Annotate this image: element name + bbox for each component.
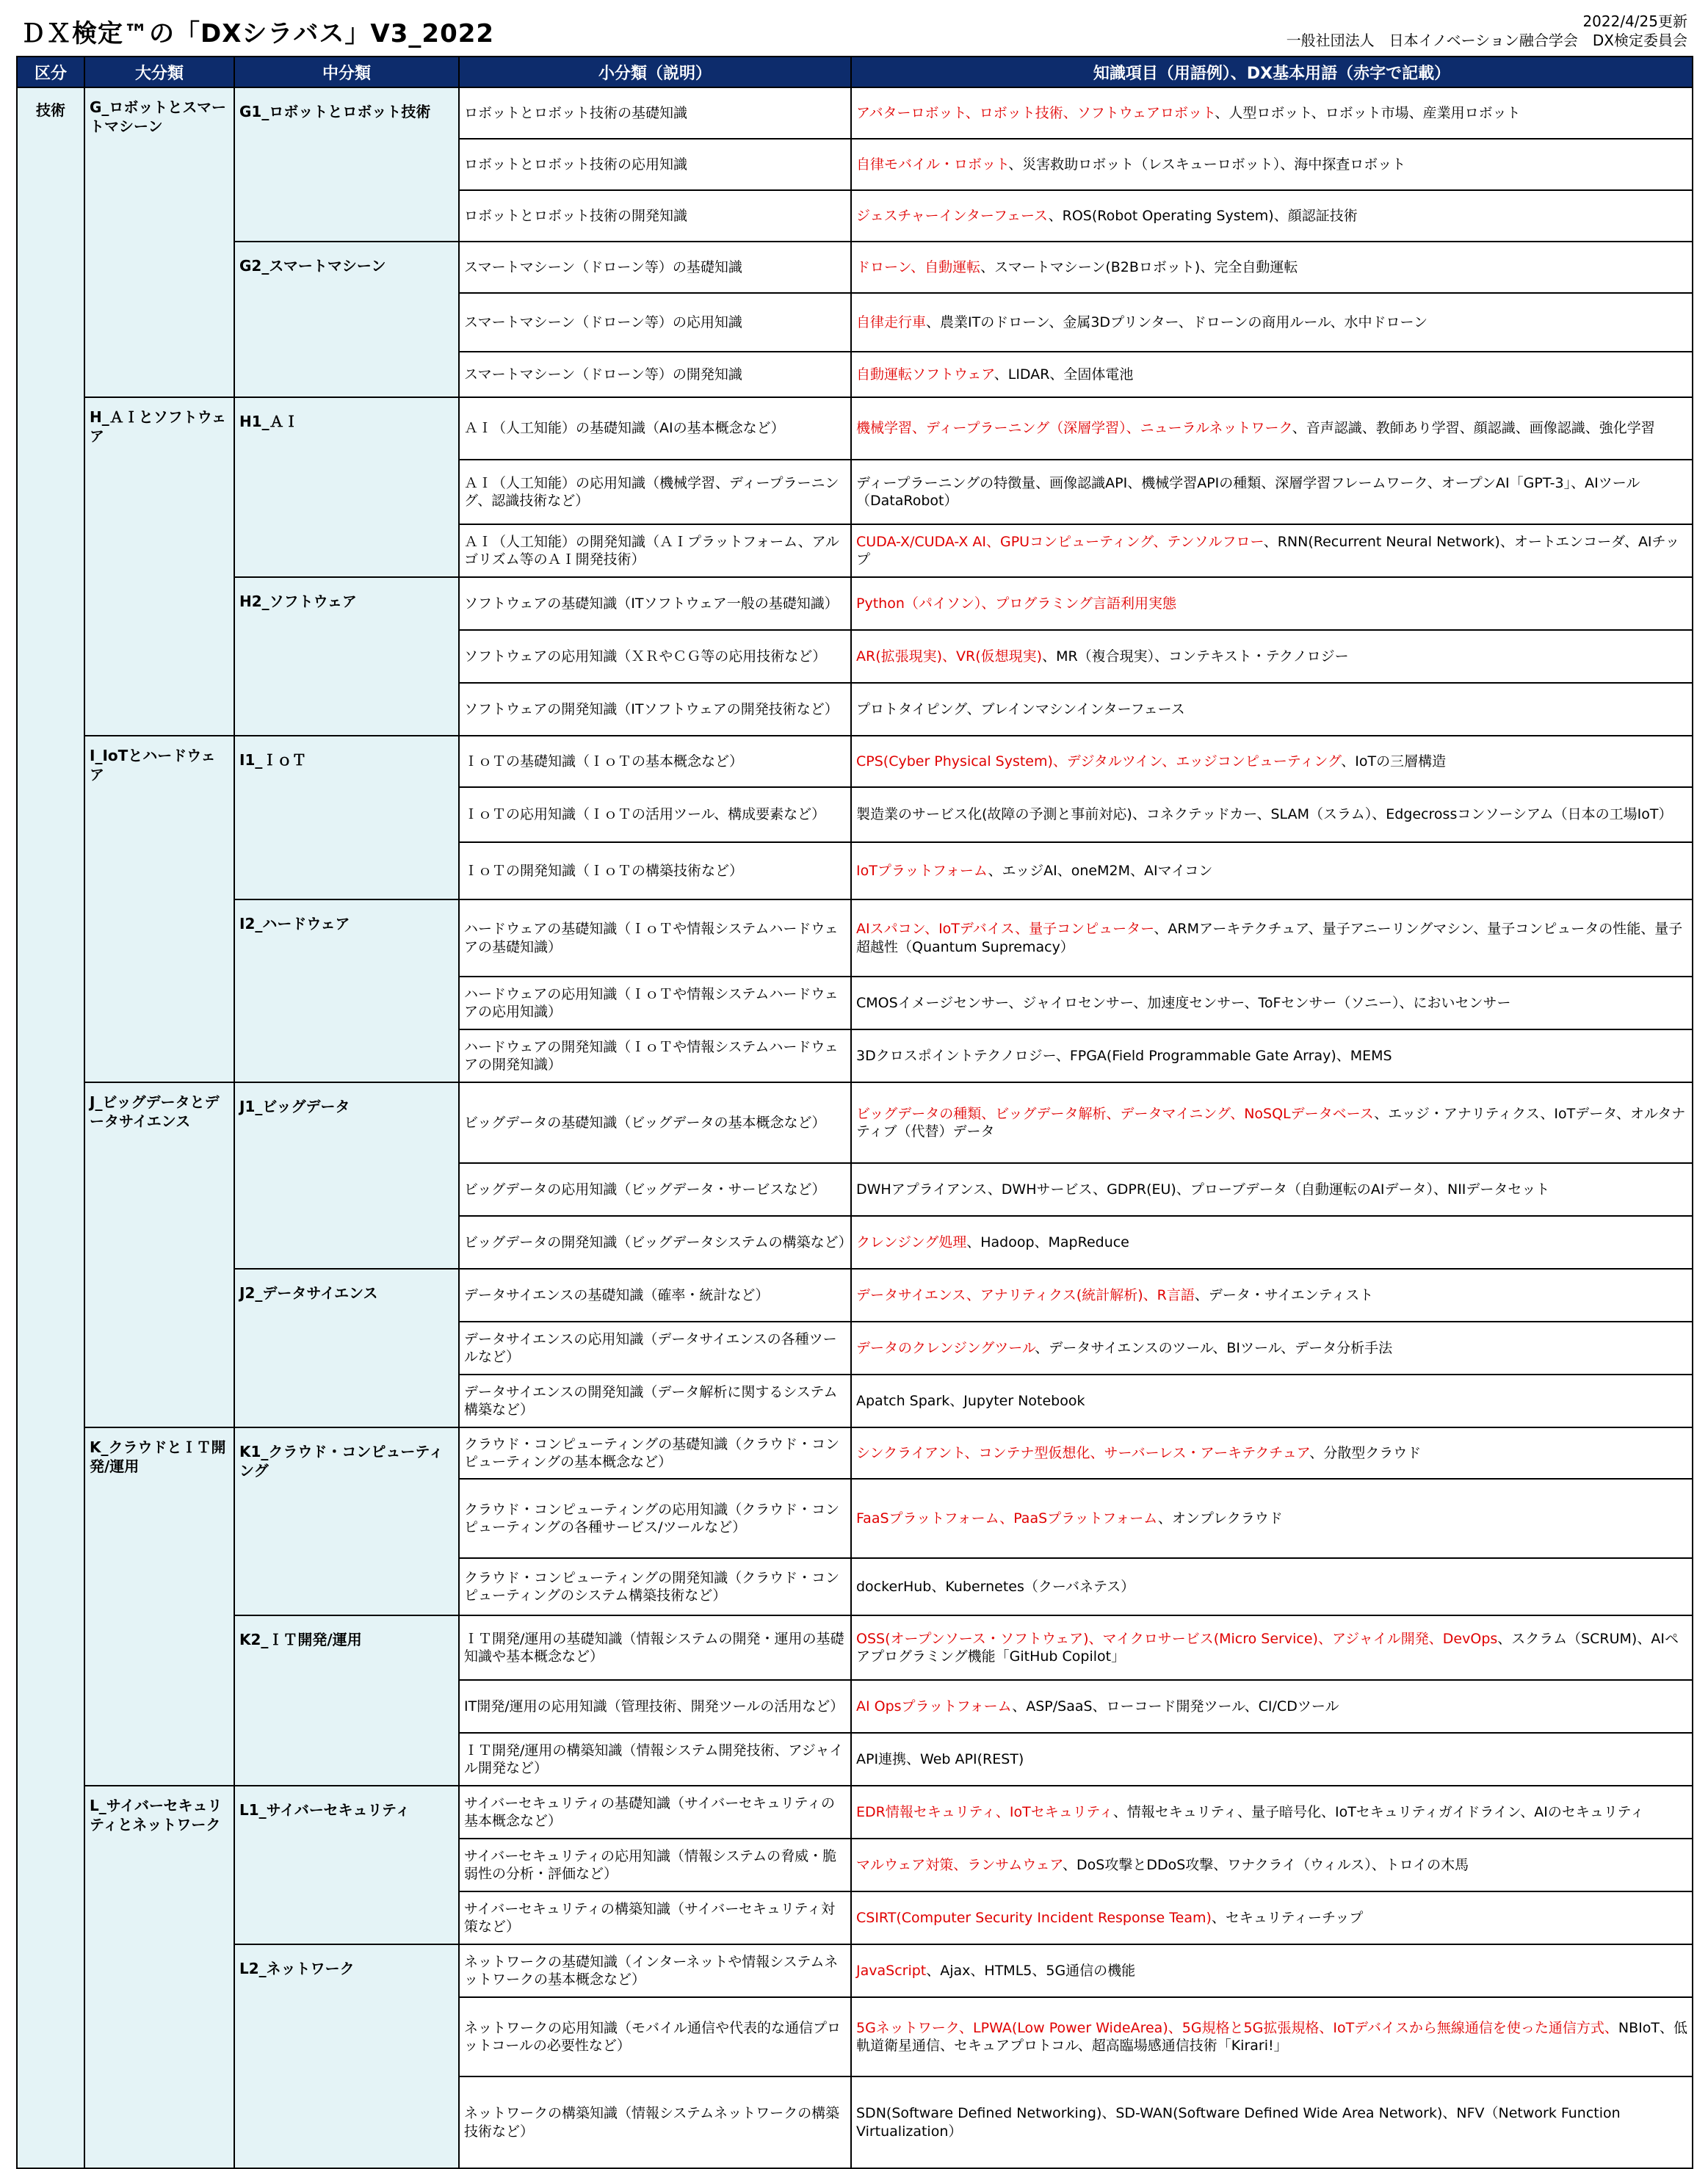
shobunrui-cell: ＩｏＴの開発知識（ＩｏＴの構築技術など） <box>459 842 851 899</box>
shobunrui-cell: ビッグデータの開発知識（ビッグデータシステムの構築など） <box>459 1216 851 1269</box>
dx-basic-terms: データのクレンジングツール <box>856 1339 1035 1356</box>
chubunrui-cell: G2_スマートマシーン <box>234 242 459 397</box>
knowledge-terms: 、データ・サイエンティスト <box>1194 1286 1374 1303</box>
knowledge-cell <box>851 1680 1693 1733</box>
knowledge-cell <box>851 842 1693 899</box>
knowledge-terms: 、オンプレクラウド <box>1157 1510 1283 1527</box>
dx-basic-terms: FaaSプラットフォーム、PaaSプラットフォーム <box>856 1510 1158 1527</box>
knowledge-cell <box>851 242 1693 293</box>
header-right <box>1287 12 1687 50</box>
shobunrui-cell: ハードウェアの基礎知識（ＩｏＴや情報システムハードウェアの基礎知識） <box>459 899 851 977</box>
table-row <box>17 397 1693 460</box>
knowledge-cell <box>851 736 1693 787</box>
shobunrui-cell: ＩｏＴの基礎知識（ＩｏＴの基本概念など） <box>459 736 851 787</box>
daibunrui-cell: H_ＡＩとソフトウェア <box>84 397 234 736</box>
knowledge-terms: 製造業のサービス化(故障の予測と事前対応)、コネクテッドカー、SLAM（スラム）、Edgecrossコンソーシアム（日本の工場IoT） <box>856 806 1673 823</box>
knowledge-cell <box>851 630 1693 683</box>
shobunrui-cell: データサイエンスの基礎知識（確率・統計など） <box>459 1269 851 1322</box>
table-row <box>17 87 1693 139</box>
shobunrui-cell: IT開発/運用の応用知識（管理技術、開発ツールの活用など） <box>459 1680 851 1733</box>
dx-basic-terms: 機械学習、ディープラーニング（深層学習）、ニューラルネットワーク <box>856 420 1292 437</box>
knowledge-cell <box>851 1733 1693 1786</box>
dx-basic-terms: マルウェア対策、ランサムウェア <box>856 1856 1063 1873</box>
knowledge-cell <box>851 1163 1693 1216</box>
knowledge-terms: 、ARMアーキテクチュア、量子アニーリングマシン、量子コンピュータの性能、量子超越性（Quantum Supremacy） <box>856 921 1683 955</box>
knowledge-terms: 、エッジAI、oneM2M、AIマイコン <box>988 862 1213 879</box>
dx-basic-terms: アバターロボット、ロボット技術、ソフトウェアロボット <box>856 104 1215 121</box>
knowledge-cell <box>851 1375 1693 1427</box>
knowledge-terms: 、IoTの三層構造 <box>1341 753 1447 770</box>
knowledge-terms: 、ASP/SaaS、ローコード開発ツール、CI/CDツール <box>1012 1698 1339 1714</box>
knowledge-terms: NBIoT、低軌道衛星通信、セキュアプロトコル、超高臨場感通信技術「Kirari!」 <box>856 2019 1687 2054</box>
dx-basic-terms: JavaScript <box>856 1962 927 1979</box>
knowledge-terms: 、MR（複合現実）、コンテキスト・テクノロジー <box>1042 648 1349 665</box>
knowledge-terms: 、エッジ・アナリティクス、IoTデータ、オルタナティブ（代替）データ <box>856 1105 1686 1140</box>
knowledge-cell <box>851 352 1693 397</box>
shobunrui-cell: ビッグデータの基礎知識（ビッグデータの基本概念など） <box>459 1082 851 1163</box>
daibunrui-cell: J_ビッグデータとデータサイエンス <box>84 1082 234 1427</box>
dx-basic-terms: 自動運転ソフトウェア <box>856 366 994 383</box>
shobunrui-cell: クラウド・コンピューティングの基礎知識（クラウド・コンピューティングの基本概念など） <box>459 1427 851 1479</box>
shobunrui-cell: ＩｏＴの応用知識（ＩｏＴの活用ツール、構成要素など） <box>459 787 851 842</box>
knowledge-terms: 、スマートマシーン(B2Bロボット)、完全自動運転 <box>980 258 1298 275</box>
chubunrui-cell: L2_ネットワーク <box>234 1944 459 2168</box>
dx-basic-terms: IoTプラットフォーム <box>856 862 988 879</box>
knowledge-cell <box>851 1558 1693 1615</box>
knowledge-terms: 、災害救助ロボット（レスキューロボット）、海中探査ロボット <box>1008 156 1406 173</box>
knowledge-terms: API連携、Web API(REST) <box>856 1750 1024 1767</box>
table-row <box>17 899 1693 977</box>
shobunrui-cell: ネットワークの応用知識（モバイル通信や代表的な通信プロットコールの必要性など） <box>459 1997 851 2076</box>
shobunrui-cell: ハードウェアの開発知識（ＩｏＴや情報システムハードウェアの開発知識） <box>459 1029 851 1082</box>
chubunrui-cell: H1_ＡＩ <box>234 397 459 577</box>
shobunrui-cell: ビッグデータの応用知識（ビッグデータ・サービスなど） <box>459 1163 851 1216</box>
shobunrui-cell: クラウド・コンピューティングの応用知識（クラウド・コンピューティングの各種サービス/ツールなど） <box>459 1479 851 1558</box>
knowledge-terms: 、音声認識、教師あり学習、顔認識、画像認識、強化学習 <box>1292 420 1655 437</box>
knowledge-cell <box>851 683 1693 736</box>
dx-basic-terms: ドローン、自動運転 <box>856 258 981 275</box>
knowledge-terms: 、RNN(Recurrent Neural Network)、オートエンコーダ、AIチップ <box>856 533 1679 568</box>
knowledge-terms: CMOSイメージセンサー、ジャイロセンサー、加速度センサー、ToFセンサー（ソニー）、においセンサー <box>856 994 1511 1011</box>
shobunrui-cell: ＡＩ（人工知能）の応用知識（機械学習、ディープラーニング、認識技術など） <box>459 460 851 524</box>
knowledge-cell <box>851 1839 1693 1891</box>
daibunrui-cell: I_IoTとハードウェア <box>84 736 234 1082</box>
shobunrui-cell: クラウド・コンピューティングの開発知識（クラウド・コンピューティングのシステム構築技術など） <box>459 1558 851 1615</box>
shobunrui-cell: サイバーセキュリティの応用知識（情報システムの脅威・脆弱性の分析・評価など） <box>459 1839 851 1891</box>
dx-basic-terms: CPS(Cyber Physical System)、デジタルツイン、エッジコンピューティング <box>856 753 1342 770</box>
shobunrui-cell: ＩＴ開発/運用の構築知識（情報システム開発技術、アジャイル開発など） <box>459 1733 851 1786</box>
chubunrui-cell: K2_ＩＴ開発/運用 <box>234 1615 459 1786</box>
chubunrui-cell: H2_ソフトウェア <box>234 577 459 736</box>
knowledge-cell <box>851 139 1693 190</box>
daibunrui-cell: L_サイバーセキュリティとネットワーク <box>84 1786 234 2168</box>
shobunrui-cell: データサイエンスの開発知識（データ解析に関するシステム構築など） <box>459 1375 851 1427</box>
kubun-cell: 技術 <box>17 87 84 2168</box>
shobunrui-cell: ＡＩ（人工知能）の開発知識（ＡＩプラットフォーム、アルゴリズム等のＡＩ開発技術） <box>459 524 851 577</box>
knowledge-terms: SDN(Software Defined Networking)、SD-WAN(Software Defined Wide Area Network)、NFV（Network Function Virtualization） <box>856 2105 1621 2140</box>
knowledge-terms: 、ROS(Robot Operating System)、顔認証技術 <box>1048 207 1358 224</box>
knowledge-cell <box>851 1427 1693 1479</box>
header-row <box>17 57 1693 87</box>
knowledge-terms: 、Ajax、HTML5、5G通信の機能 <box>926 1962 1136 1979</box>
table-row <box>17 1944 1693 1997</box>
chubunrui-cell: I1_ＩｏＴ <box>234 736 459 899</box>
knowledge-terms: Apatch Spark、Jupyter Notebook <box>856 1392 1085 1409</box>
chubunrui-cell: J2_データサイエンス <box>234 1269 459 1427</box>
dx-basic-terms: CUDA-X/CUDA-X AI、GPUコンピューティング、テンソルフロー <box>856 533 1264 550</box>
shobunrui-cell: ＡＩ（人工知能）の基礎知識（AIの基本概念など） <box>459 397 851 460</box>
col-header-chubunrui: 中分類 <box>234 57 459 87</box>
knowledge-cell <box>851 1997 1693 2076</box>
shobunrui-cell: スマートマシーン（ドローン等）の開発知識 <box>459 352 851 397</box>
knowledge-terms: DWHアプライアンス、DWHサービス、GDPR(EU)、プローブデータ（自動運転のAIデータ）、NIIデータセット <box>856 1181 1550 1198</box>
shobunrui-cell: スマートマシーン（ドローン等）の基礎知識 <box>459 242 851 293</box>
shobunrui-cell: ソフトウェアの応用知識（ＸＲやＣＧ等の応用技術など） <box>459 630 851 683</box>
knowledge-cell <box>851 1891 1693 1944</box>
chubunrui-cell: K1_クラウド・コンピューティング <box>234 1427 459 1615</box>
dx-basic-terms: CSIRT(Computer Security Incident Response Team) <box>856 1909 1212 1926</box>
chubunrui-cell: L1_サイバーセキュリティ <box>234 1786 459 1944</box>
knowledge-cell <box>851 899 1693 977</box>
knowledge-terms: 、データサイエンスのツール、BIツール、データ分析手法 <box>1035 1339 1393 1356</box>
knowledge-terms: 、人型ロボット、ロボット市場、産業用ロボット <box>1215 104 1521 121</box>
knowledge-cell <box>851 977 1693 1029</box>
table-row <box>17 1786 1693 1839</box>
table-row <box>17 1427 1693 1479</box>
knowledge-terms: 、分散型クラウド <box>1309 1444 1422 1461</box>
col-header-knowledge: 知識項目（用語例）、DX基本用語（赤字で記載） <box>851 57 1693 87</box>
shobunrui-cell: サイバーセキュリティの基礎知識（サイバーセキュリティの基本概念など） <box>459 1786 851 1839</box>
knowledge-terms: プロトタイピング、ブレインマシンインターフェース <box>856 700 1185 717</box>
dx-basic-terms: ビッグデータの種類、ビッグデータ解析、データマイニング、NoSQLデータベース <box>856 1105 1375 1122</box>
knowledge-cell <box>851 1269 1693 1322</box>
knowledge-terms: 、スクラム（SCRUM)、AIペアプログラミング機能「GitHub Copilot」 <box>856 1630 1679 1665</box>
shobunrui-cell: ソフトウェアの基礎知識（ITソフトウェア一般の基礎知識） <box>459 577 851 630</box>
shobunrui-cell: ソフトウェアの開発知識（ITソフトウェアの開発技術など） <box>459 683 851 736</box>
organization: 一般社団法人 日本イノベーション融合学会 DX検定委員会 <box>1286 32 1687 49</box>
shobunrui-cell: ハードウェアの応用知識（ＩｏＴや情報システムハードウェアの応用知識） <box>459 977 851 1029</box>
chubunrui-cell: I2_ハードウェア <box>234 899 459 1082</box>
dx-basic-terms: データサイエンス、アナリティクス(統計解析)、R言語 <box>856 1286 1195 1303</box>
shobunrui-cell: ネットワークの構築知識（情報システムネットワークの構築技術など） <box>459 2076 851 2168</box>
daibunrui-cell: K_クラウドとＩＴ開発/運用 <box>84 1427 234 1786</box>
knowledge-cell <box>851 1944 1693 1997</box>
table-row <box>17 736 1693 787</box>
daibunrui-cell: G_ロボットとスマートマシーン <box>84 87 234 397</box>
dx-basic-terms: AR(拡張現実)、VR(仮想現実) <box>856 648 1043 665</box>
knowledge-cell <box>851 1216 1693 1269</box>
shobunrui-cell: ロボットとロボット技術の応用知識 <box>459 139 851 190</box>
knowledge-cell <box>851 190 1693 242</box>
dx-basic-terms: 自律モバイル・ロボット <box>856 156 1009 173</box>
knowledge-terms: ディープラーニングの特徴量、画像認識API、機械学習APIの種類、深層学習フレームワーク、オープンAI「GPT-3」、AIツール（DataRobot） <box>856 474 1640 509</box>
knowledge-cell <box>851 293 1693 352</box>
knowledge-terms: dockerHub、Kubernetes（クーバネテス） <box>856 1578 1135 1595</box>
dx-basic-terms: 5Gネットワーク、LPWA(Low Power WideArea)、5G規格と5G拡張規格、IoTデバイスから無線通信を使った通信方式、 <box>856 2019 1618 2036</box>
shobunrui-cell: ＩＴ開発/運用の基礎知識（情報システムの開発・運用の基礎知識や基本概念など） <box>459 1615 851 1680</box>
knowledge-cell <box>851 1029 1693 1082</box>
shobunrui-cell: スマートマシーン（ドローン等）の応用知識 <box>459 293 851 352</box>
table-row <box>17 1269 1693 1322</box>
knowledge-cell <box>851 1322 1693 1375</box>
dx-basic-terms: Python（パイソン）、プログラミング言語利用実態 <box>856 595 1176 612</box>
knowledge-cell <box>851 1479 1693 1558</box>
knowledge-cell <box>851 1082 1693 1163</box>
knowledge-terms: 3Dクロスポイントテクノロジー、FPGA(Field Programmable Gate Array)、MEMS <box>856 1047 1392 1064</box>
table-row <box>17 577 1693 630</box>
knowledge-terms: 、情報セキュリティ、量子暗号化、IoTセキュリティガイドライン、AIのセキュリティ <box>1112 1803 1644 1820</box>
dx-basic-terms: AIスパコン、IoTデバイス、量子コンピューター <box>856 921 1154 938</box>
update-date: 2022/4/25更新 <box>1582 12 1687 30</box>
col-header-shobunrui: 小分類（説明） <box>459 57 851 87</box>
col-header-daibunrui: 大分類 <box>84 57 234 87</box>
knowledge-cell <box>851 577 1693 630</box>
col-header-kubun: 区分 <box>17 57 84 87</box>
knowledge-terms: 、LIDAR、全固体電池 <box>994 366 1134 383</box>
dx-basic-terms: EDR情報セキュリティ、IoTセキュリティ <box>856 1803 1113 1820</box>
table-row <box>17 1615 1693 1680</box>
shobunrui-cell: サイバーセキュリティの構築知識（サイバーセキュリティ対策など） <box>459 1891 851 1944</box>
knowledge-terms: 、Hadoop、MapReduce <box>966 1234 1129 1250</box>
shobunrui-cell: データサイエンスの応用知識（データサイエンスの各種ツールなど） <box>459 1322 851 1375</box>
shobunrui-cell: ロボットとロボット技術の基礎知識 <box>459 87 851 139</box>
knowledge-cell <box>851 787 1693 842</box>
knowledge-cell <box>851 1615 1693 1680</box>
shobunrui-cell: ロボットとロボット技術の開発知識 <box>459 190 851 242</box>
dx-basic-terms: OSS(オープンソース・ソフトウェア)、マイクロサービス(Micro Service)、アジャイル開発、DevOps <box>856 1630 1498 1647</box>
syllabus-table <box>16 56 1693 2169</box>
dx-basic-terms: シンクライアント、コンテナ型仮想化、サーバーレス・アーキテクチュア <box>856 1444 1310 1461</box>
dx-basic-terms: ジェスチャーインターフェース <box>856 207 1049 224</box>
table-body <box>17 87 1693 2168</box>
chubunrui-cell: G1_ロボットとロボット技術 <box>234 87 459 242</box>
knowledge-cell <box>851 87 1693 139</box>
dx-basic-terms: クレンジング処理 <box>856 1234 967 1250</box>
knowledge-terms: 、農業ITのドローン、金属3Dプリンター、ドローンの商用ルール、水中ドローン <box>926 314 1428 330</box>
knowledge-cell <box>851 1786 1693 1839</box>
dx-basic-terms: 自律走行車 <box>856 314 927 330</box>
knowledge-cell <box>851 460 1693 524</box>
knowledge-cell <box>851 397 1693 460</box>
knowledge-cell <box>851 524 1693 577</box>
dx-basic-terms: AI Opsプラットフォーム <box>856 1698 1013 1714</box>
table-row <box>17 1082 1693 1163</box>
table-row <box>17 242 1693 293</box>
knowledge-terms: 、DoS攻撃とDDoS攻撃、ワナクライ（ウィルス）、トロイの木馬 <box>1063 1856 1469 1873</box>
knowledge-cell <box>851 2076 1693 2168</box>
page-title: ＤＸ検定™の「DXシラバス」V3_2022 <box>21 19 495 48</box>
chubunrui-cell: J1_ビッグデータ <box>234 1082 459 1269</box>
knowledge-terms: 、セキュリティーチップ <box>1211 1909 1364 1926</box>
shobunrui-cell: ネットワークの基礎知識（インターネットや情報システムネットワークの基本概念など） <box>459 1944 851 1997</box>
